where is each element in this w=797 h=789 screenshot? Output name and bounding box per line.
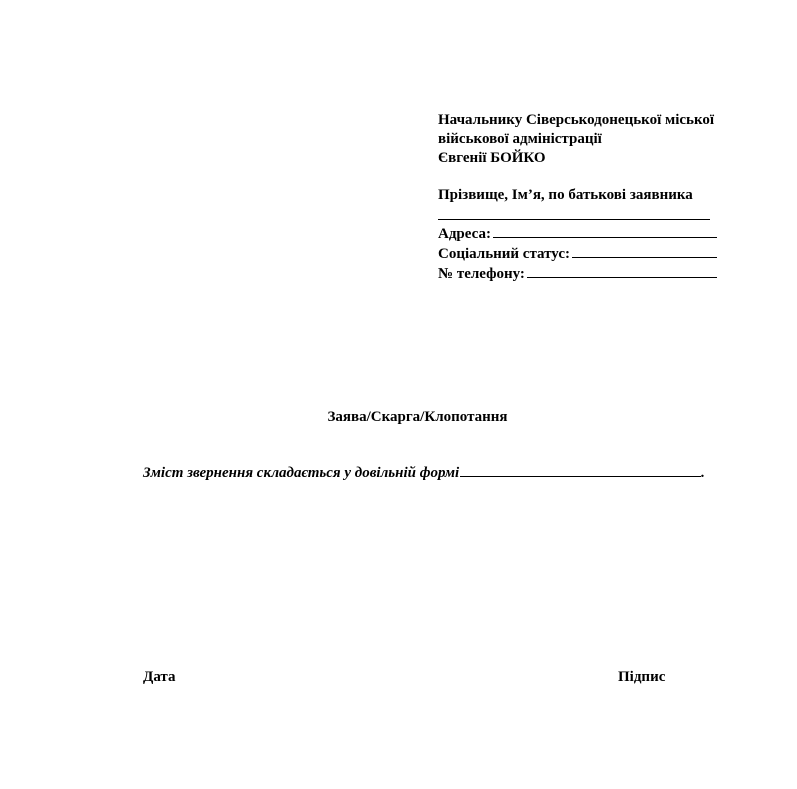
phone-blank[interactable] — [527, 264, 717, 278]
date-label: Дата — [143, 669, 176, 685]
content-end: . — [701, 465, 705, 481]
phone-field[interactable] — [438, 264, 717, 284]
addressee-line-2: військової адміністрації — [438, 131, 602, 147]
signature-label: Підпис — [618, 669, 666, 685]
spacer — [438, 168, 768, 186]
addressee-line-3: Євгенії БОЙКО — [438, 150, 546, 166]
document-title: Заява/Скарга/Клопотання — [327, 409, 508, 425]
address-label: Адреса: — [438, 226, 491, 242]
addressee-block — [438, 111, 768, 284]
addressee-line-1: Начальнику Сіверськодонецької міської — [438, 112, 715, 128]
address-blank[interactable] — [493, 224, 717, 238]
applicant-name-label: Прізвище, Ім’я, по батькові заявника — [438, 187, 693, 203]
content-blank[interactable] — [460, 463, 701, 477]
address-field[interactable] — [438, 224, 717, 244]
social-status-blank[interactable] — [572, 244, 717, 258]
social-status-field[interactable] — [438, 244, 717, 264]
content-prompt: Зміст звернення складається у довільній формі — [143, 465, 460, 481]
content-field[interactable] — [143, 463, 705, 483]
phone-label: № телефону: — [438, 266, 525, 282]
social-status-label: Соціальний статус: — [438, 246, 570, 262]
applicant-name-blank[interactable] — [438, 205, 768, 224]
